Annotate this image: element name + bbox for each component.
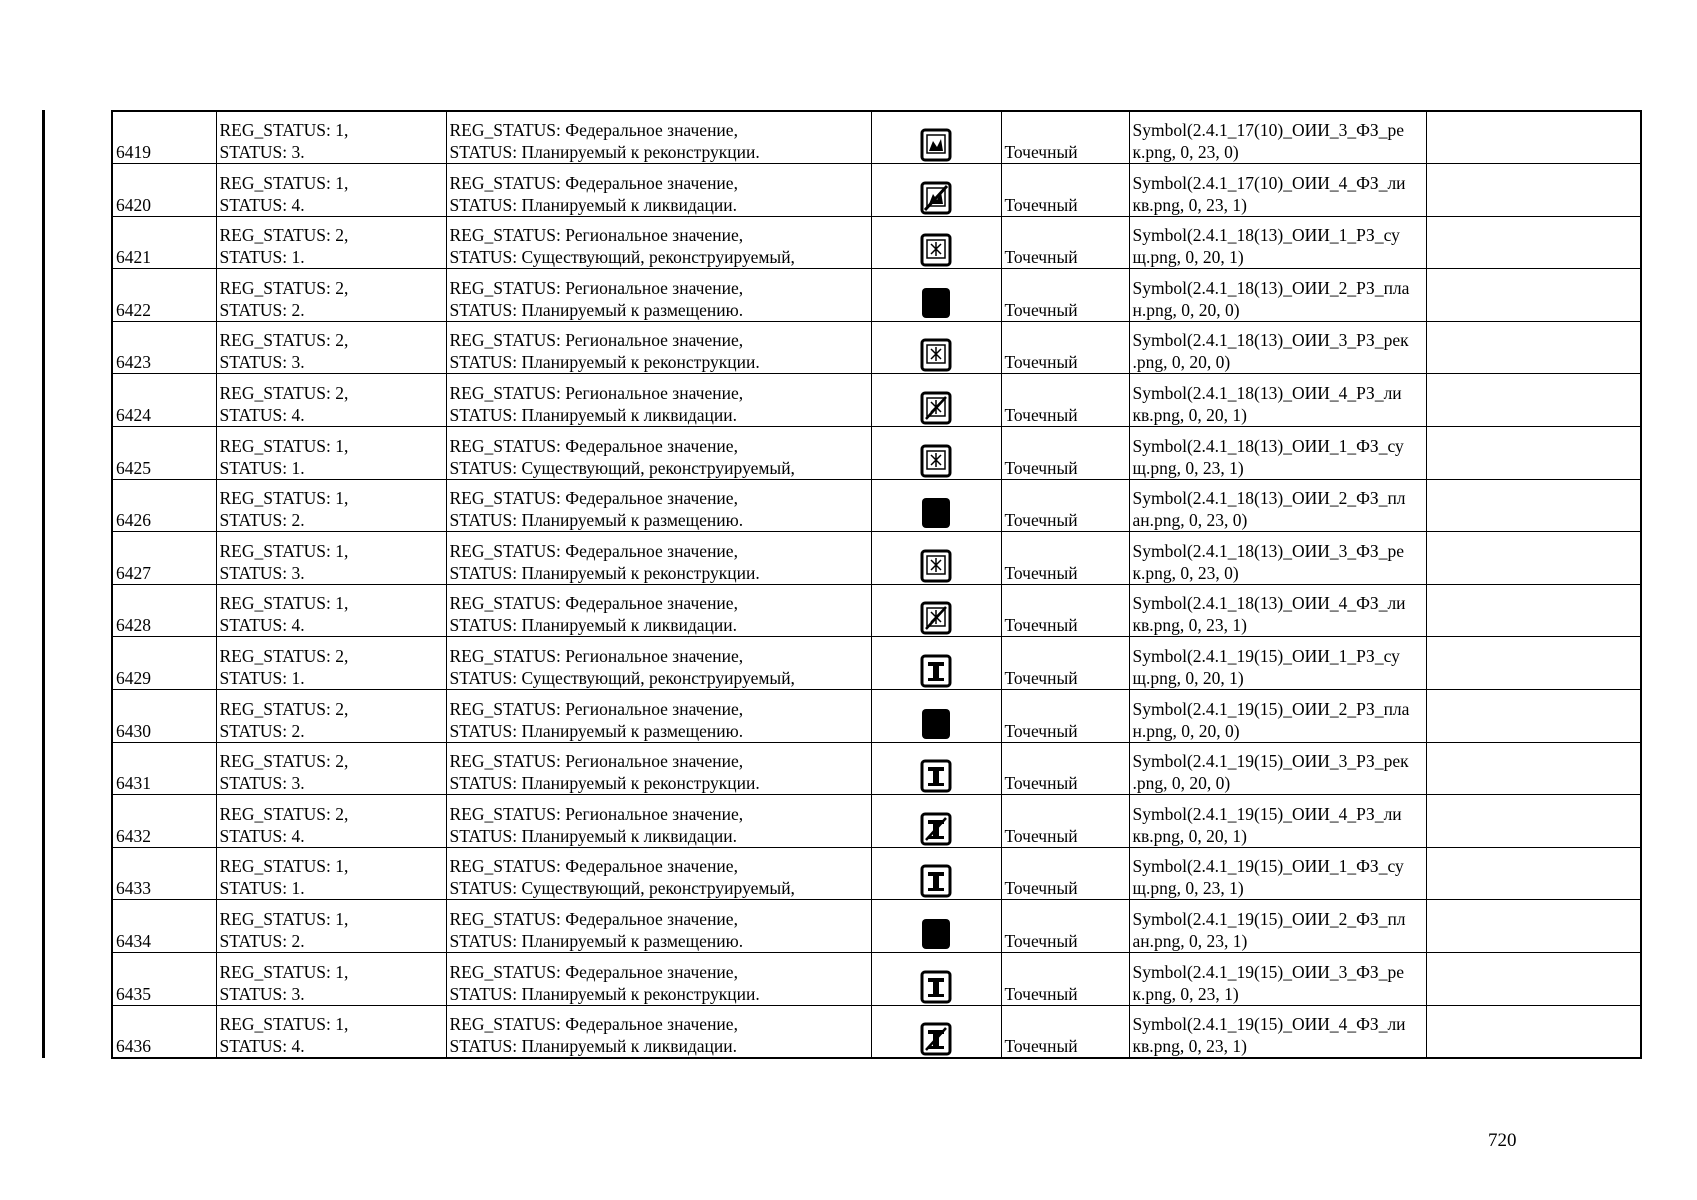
- row-id: 6419: [116, 142, 151, 163]
- facility-existing-icon: [919, 232, 953, 268]
- reg-status-code: REG_STATUS: 1,: [219, 909, 349, 929]
- row-id: 6426: [116, 510, 151, 531]
- reg-status-description: REG_STATUS: Региональное значение,: [449, 751, 744, 772]
- reg-status-description: REG_STATUS: Федеральное значение,: [449, 909, 738, 929]
- empty-cell: [1426, 847, 1641, 900]
- planned-filled-icon: [919, 916, 953, 952]
- reg-status-code: REG_STATUS: 1,: [219, 856, 349, 877]
- planned-filled-icon: [919, 706, 953, 742]
- symbol-expression-line2: щ.png, 0, 23, 1): [1132, 457, 1244, 478]
- row-id: 6436: [116, 1035, 151, 1056]
- symbol-expression-line2: кв.png, 0, 23, 1): [1132, 1035, 1247, 1056]
- empty-cell: [1426, 216, 1641, 269]
- status-code: STATUS: 2.: [219, 931, 305, 951]
- symbol-expression-line1: Symbol(2.4.1_19(15)_ОИИ_4_ФЗ_ли: [1132, 1013, 1406, 1034]
- geometry-type: Точечный: [1004, 773, 1078, 794]
- table-row: [112, 374, 1641, 427]
- table-row: [112, 742, 1641, 795]
- reg-status-description: REG_STATUS: Федеральное значение,: [449, 488, 738, 509]
- table-row: [112, 795, 1641, 848]
- tower-reconstruction-icon: [919, 758, 953, 794]
- status-description: STATUS: Планируемый к ликвидации.: [449, 825, 738, 846]
- empty-cell: [1426, 584, 1641, 637]
- geometry-type: Точечный: [1004, 510, 1078, 531]
- tower-reconstruction-icon: [919, 969, 953, 1005]
- row-id: 6431: [116, 773, 151, 794]
- symbol-expression-line2: к.png, 0, 23, 0): [1132, 142, 1239, 163]
- table-row: [112, 216, 1641, 269]
- reg-status-code: REG_STATUS: 2,: [219, 383, 349, 404]
- symbol-table: [111, 110, 1642, 1059]
- reg-status-description: REG_STATUS: Федеральное значение,: [449, 540, 738, 561]
- planned-filled-icon: [919, 495, 953, 531]
- status-description: STATUS: Планируемый к размещению.: [449, 299, 744, 320]
- symbol-expression-line1: Symbol(2.4.1_18(13)_ОИИ_1_ФЗ_су: [1132, 435, 1404, 456]
- reg-status-code: REG_STATUS: 1,: [219, 593, 349, 614]
- table-row: [112, 269, 1641, 322]
- table-row: [112, 847, 1641, 900]
- symbol-expression-line2: н.png, 0, 20, 0): [1132, 720, 1240, 741]
- reg-status-description: REG_STATUS: Региональное значение,: [449, 225, 744, 246]
- reg-status-code: REG_STATUS: 2,: [219, 646, 349, 667]
- status-code: STATUS: 2.: [219, 720, 305, 741]
- geometry-type: Точечный: [1004, 142, 1078, 163]
- symbol-expression-line2: .png, 0, 20, 0): [1132, 773, 1231, 794]
- symbol-expression-line1: Symbol(2.4.1_18(13)_ОИИ_3_ФЗ_ре: [1132, 540, 1404, 561]
- table-row: [112, 427, 1641, 480]
- empty-cell: [1426, 532, 1641, 585]
- geometry-type: Точечный: [1004, 825, 1078, 846]
- facility-reconstruction-icon: [919, 548, 953, 584]
- reg-status-description: REG_STATUS: Федеральное значение,: [449, 593, 738, 614]
- reg-status-code: REG_STATUS: 2,: [219, 330, 349, 351]
- table-row: [112, 690, 1641, 743]
- empty-cell: [1426, 953, 1641, 1006]
- status-description: STATUS: Существующий, реконструируемый,: [449, 878, 795, 899]
- row-id: 6422: [116, 299, 151, 320]
- status-description: STATUS: Планируемый к реконструкции.: [449, 773, 760, 794]
- status-code: STATUS: 4.: [219, 615, 305, 636]
- symbol-expression-line1: Symbol(2.4.1_18(13)_ОИИ_1_РЗ_су: [1132, 225, 1400, 246]
- facility-liquidation-icon: [919, 600, 953, 636]
- symbol-expression-line1: Symbol(2.4.1_18(13)_ОИИ_4_РЗ_ли: [1132, 383, 1402, 404]
- empty-cell: [1426, 479, 1641, 532]
- symbol-expression-line1: Symbol(2.4.1_19(15)_ОИИ_2_ФЗ_пл: [1132, 909, 1406, 929]
- row-id: 6420: [116, 194, 151, 215]
- status-code: STATUS: 4.: [219, 825, 305, 846]
- reg-status-description: REG_STATUS: Региональное значение,: [449, 803, 744, 824]
- reg-status-code: REG_STATUS: 1,: [219, 172, 349, 193]
- row-id: 6429: [116, 668, 151, 689]
- symbol-expression-line2: щ.png, 0, 23, 1): [1132, 878, 1244, 899]
- reg-status-description: REG_STATUS: Федеральное значение,: [449, 435, 738, 456]
- symbol-expression-line2: н.png, 0, 20, 0): [1132, 299, 1240, 320]
- row-id: 6434: [116, 931, 151, 951]
- status-code: STATUS: 2.: [219, 510, 305, 531]
- status-description: STATUS: Планируемый к ликвидации.: [449, 405, 738, 426]
- left-margin-line: [42, 110, 45, 1058]
- reg-status-description: REG_STATUS: Федеральное значение,: [449, 856, 738, 877]
- reg-status-code: REG_STATUS: 1,: [219, 435, 349, 456]
- reg-status-code: REG_STATUS: 2,: [219, 277, 349, 298]
- row-id: 6430: [116, 720, 151, 741]
- reg-status-code: REG_STATUS: 1,: [219, 961, 349, 982]
- symbol-expression-line1: Symbol(2.4.1_19(15)_ОИИ_2_РЗ_пла: [1132, 698, 1410, 719]
- symbol-expression-line1: Symbol(2.4.1_17(10)_ОИИ_3_ФЗ_ре: [1132, 120, 1404, 141]
- building-liquidation-icon: [919, 180, 953, 216]
- geometry-type: Точечный: [1004, 878, 1078, 899]
- geometry-type: Точечный: [1004, 299, 1078, 320]
- table-body: [112, 111, 1641, 1058]
- status-code: STATUS: 1.: [219, 668, 305, 689]
- symbol-expression-line2: .png, 0, 20, 0): [1132, 352, 1231, 373]
- symbol-expression-line2: кв.png, 0, 23, 1): [1132, 615, 1247, 636]
- tower-liquidation-icon: [919, 1021, 953, 1057]
- reg-status-code: REG_STATUS: 1,: [219, 488, 349, 509]
- status-description: STATUS: Планируемый к реконструкции.: [449, 352, 760, 373]
- reg-status-description: REG_STATUS: Федеральное значение,: [449, 961, 738, 982]
- status-code: STATUS: 1.: [219, 878, 305, 899]
- table-row: [112, 479, 1641, 532]
- status-description: STATUS: Планируемый к реконструкции.: [449, 983, 760, 1004]
- status-code: STATUS: 1.: [219, 247, 305, 268]
- tower-liquidation-icon: [919, 811, 953, 847]
- status-code: STATUS: 3.: [219, 773, 305, 794]
- reg-status-code: REG_STATUS: 2,: [219, 751, 349, 772]
- empty-cell: [1426, 374, 1641, 427]
- page-number: 720: [1488, 1130, 1517, 1151]
- reg-status-description: REG_STATUS: Федеральное значение,: [449, 120, 738, 141]
- row-id: 6423: [116, 352, 151, 373]
- status-description: STATUS: Планируемый к размещению.: [449, 510, 744, 531]
- row-id: 6425: [116, 457, 151, 478]
- geometry-type: Точечный: [1004, 352, 1078, 373]
- symbol-expression-line2: щ.png, 0, 20, 1): [1132, 247, 1244, 268]
- status-code: STATUS: 2.: [219, 299, 305, 320]
- reg-status-code: REG_STATUS: 1,: [219, 540, 349, 561]
- row-id: 6435: [116, 983, 151, 1004]
- geometry-type: Точечный: [1004, 562, 1078, 583]
- geometry-type: Точечный: [1004, 983, 1078, 1004]
- table-row: [112, 532, 1641, 585]
- empty-cell: [1426, 690, 1641, 743]
- symbol-expression-line2: ан.png, 0, 23, 1): [1132, 931, 1248, 951]
- empty-cell: [1426, 742, 1641, 795]
- geometry-type: Точечный: [1004, 405, 1078, 426]
- symbol-expression-line2: к.png, 0, 23, 0): [1132, 562, 1239, 583]
- planned-filled-icon: [919, 285, 953, 321]
- reg-status-description: REG_STATUS: Региональное значение,: [449, 646, 744, 667]
- reg-status-description: REG_STATUS: Региональное значение,: [449, 330, 744, 351]
- symbol-expression-line2: кв.png, 0, 23, 1): [1132, 194, 1247, 215]
- symbol-expression-line2: к.png, 0, 23, 1): [1132, 983, 1239, 1004]
- status-code: STATUS: 4.: [219, 1035, 305, 1056]
- status-description: STATUS: Существующий, реконструируемый,: [449, 668, 795, 689]
- row-id: 6421: [116, 247, 151, 268]
- status-code: STATUS: 3.: [219, 142, 305, 163]
- reg-status-description: REG_STATUS: Региональное значение,: [449, 383, 744, 404]
- table-row: [112, 1005, 1641, 1058]
- table-row: [112, 111, 1641, 164]
- geometry-type: Точечный: [1004, 720, 1078, 741]
- reg-status-code: REG_STATUS: 2,: [219, 698, 349, 719]
- reg-status-description: REG_STATUS: Региональное значение,: [449, 277, 744, 298]
- geometry-type: Точечный: [1004, 668, 1078, 689]
- status-code: STATUS: 1.: [219, 457, 305, 478]
- table-row: [112, 164, 1641, 217]
- status-description: STATUS: Планируемый к реконструкции.: [449, 562, 760, 583]
- table-row: [112, 900, 1641, 953]
- symbol-expression-line1: Symbol(2.4.1_19(15)_ОИИ_4_РЗ_ли: [1132, 803, 1402, 824]
- status-code: STATUS: 3.: [219, 352, 305, 373]
- status-description: STATUS: Существующий, реконструируемый,: [449, 457, 795, 478]
- reg-status-description: REG_STATUS: Федеральное значение,: [449, 172, 738, 193]
- facility-liquidation-icon: [919, 390, 953, 426]
- symbol-expression-line1: Symbol(2.4.1_17(10)_ОИИ_4_ФЗ_ли: [1132, 172, 1406, 193]
- row-id: 6424: [116, 405, 151, 426]
- geometry-type: Точечный: [1004, 247, 1078, 268]
- table-row: [112, 584, 1641, 637]
- status-description: STATUS: Планируемый к ликвидации.: [449, 194, 738, 215]
- geometry-type: Точечный: [1004, 615, 1078, 636]
- reg-status-description: REG_STATUS: Федеральное значение,: [449, 1013, 738, 1034]
- facility-reconstruction-icon: [919, 337, 953, 373]
- status-description: STATUS: Планируемый к реконструкции.: [449, 142, 760, 163]
- building-reconstruction-icon: [919, 127, 953, 163]
- status-description: STATUS: Планируемый к ликвидации.: [449, 615, 738, 636]
- symbol-expression-line2: щ.png, 0, 20, 1): [1132, 668, 1244, 689]
- reg-status-code: REG_STATUS: 2,: [219, 803, 349, 824]
- reg-status-code: REG_STATUS: 1,: [219, 1013, 349, 1034]
- empty-cell: [1426, 164, 1641, 217]
- status-description: STATUS: Планируемый к ликвидации.: [449, 1035, 738, 1056]
- empty-cell: [1426, 637, 1641, 690]
- reg-status-description: REG_STATUS: Региональное значение,: [449, 698, 744, 719]
- table-row: [112, 321, 1641, 374]
- geometry-type: Точечный: [1004, 1035, 1078, 1056]
- status-code: STATUS: 3.: [219, 562, 305, 583]
- symbol-expression-line1: Symbol(2.4.1_18(13)_ОИИ_4_ФЗ_ли: [1132, 593, 1406, 614]
- symbol-expression-line1: Symbol(2.4.1_18(13)_ОИИ_3_РЗ_рек: [1132, 330, 1409, 351]
- symbol-expression-line1: Symbol(2.4.1_19(15)_ОИИ_3_РЗ_рек: [1132, 751, 1409, 772]
- status-description: STATUS: Планируемый к размещению.: [449, 931, 744, 951]
- symbol-expression-line2: кв.png, 0, 20, 1): [1132, 825, 1247, 846]
- symbol-expression-line1: Symbol(2.4.1_18(13)_ОИИ_2_РЗ_пла: [1132, 277, 1410, 298]
- row-id: 6427: [116, 562, 151, 583]
- reg-status-code: REG_STATUS: 1,: [219, 120, 349, 141]
- status-code: STATUS: 3.: [219, 983, 305, 1004]
- status-code: STATUS: 4.: [219, 405, 305, 426]
- reg-status-code: REG_STATUS: 2,: [219, 225, 349, 246]
- geometry-type: Точечный: [1004, 194, 1078, 215]
- tower-existing-icon: [919, 863, 953, 899]
- empty-cell: [1426, 1005, 1641, 1058]
- empty-cell: [1426, 795, 1641, 848]
- tower-existing-icon: [919, 653, 953, 689]
- row-id: 6432: [116, 825, 151, 846]
- symbol-expression-line1: Symbol(2.4.1_19(15)_ОИИ_1_РЗ_су: [1132, 646, 1400, 667]
- empty-cell: [1426, 111, 1641, 164]
- empty-cell: [1426, 321, 1641, 374]
- geometry-type: Точечный: [1004, 931, 1078, 951]
- facility-existing-icon: [919, 443, 953, 479]
- symbol-expression-line1: Symbol(2.4.1_19(15)_ОИИ_3_ФЗ_ре: [1132, 961, 1404, 982]
- row-id: 6428: [116, 615, 151, 636]
- status-code: STATUS: 4.: [219, 194, 305, 215]
- status-description: STATUS: Планируемый к размещению.: [449, 720, 744, 741]
- table-row: [112, 637, 1641, 690]
- empty-cell: [1426, 269, 1641, 322]
- symbol-expression-line1: Symbol(2.4.1_18(13)_ОИИ_2_ФЗ_пл: [1132, 488, 1406, 509]
- table-row: [112, 953, 1641, 1006]
- status-description: STATUS: Существующий, реконструируемый,: [449, 247, 795, 268]
- empty-cell: [1426, 427, 1641, 480]
- symbol-expression-line2: ан.png, 0, 23, 0): [1132, 510, 1248, 531]
- symbol-expression-line1: Symbol(2.4.1_19(15)_ОИИ_1_ФЗ_су: [1132, 856, 1404, 877]
- row-id: 6433: [116, 878, 151, 899]
- geometry-type: Точечный: [1004, 457, 1078, 478]
- empty-cell: [1426, 900, 1641, 953]
- symbol-expression-line2: кв.png, 0, 20, 1): [1132, 405, 1247, 426]
